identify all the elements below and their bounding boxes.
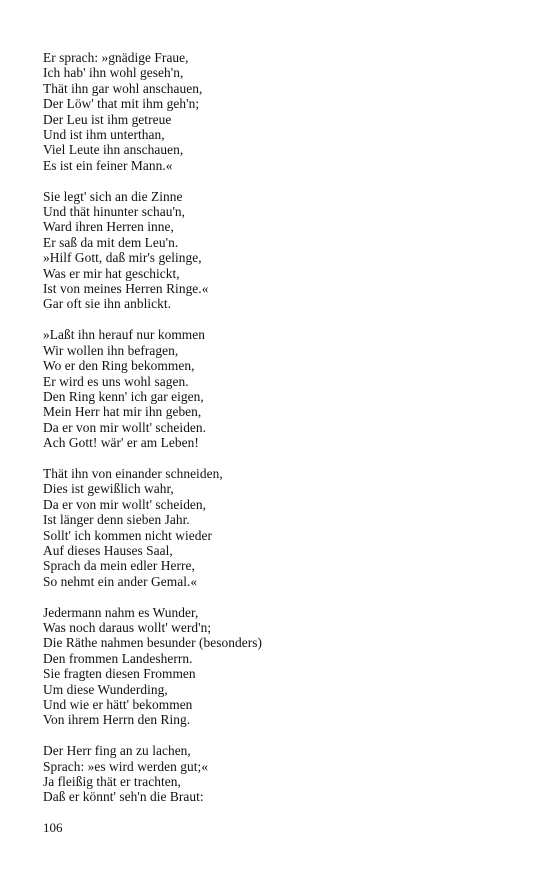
verse-line: Sprach: »es wird werden gut;« [43,758,209,774]
verse-line: Ja fleißig thät er trachten, [43,774,181,790]
verse-line: Sie fragten diesen Frommen [43,666,196,682]
verse-line: Thät ihn von einander schneiden, [43,465,223,481]
verse-line: Gar oft sie ihn anblickt. [43,296,172,312]
verse-line: Sie legt' sich an die Zinne [43,188,183,204]
verse-line: Von ihrem Herrn den Ring. [43,712,191,728]
poem-text [43,50,523,820]
verse-line: Viel Leute ihn anschauen, [43,142,184,158]
verse-line: Ist länger denn sieben Jahr. [43,512,190,528]
verse-line: Ward ihren Herren inne, [43,219,174,235]
verse-line: Da er von mir wollt' scheiden. [43,419,207,435]
verse-line: Und thät hinunter schau'n, [43,204,186,220]
verse-line: Sollt' ich kommen nicht wieder [43,527,213,543]
verse-line: Was er mir hat geschickt, [43,265,180,281]
verse-line: Er wird es uns wohl sagen. [43,373,189,389]
stanza [43,189,523,312]
verse-line: Wir wollen ihn befragen, [43,342,179,358]
verse-line: Er sprach: »gnädige Fraue, [43,50,189,65]
verse-line: Den Ring kenn' ich gar eigen, [43,388,204,404]
verse-line: Ist von meines Herren Ringe.« [43,281,209,297]
verse-line: Auf dieses Hauses Saal, [43,542,173,558]
verse-line: Der Löw' that mit ihm geh'n; [43,96,200,112]
verse-line: Ach Gott! wär' er am Leben! [43,435,199,451]
verse-line: Die Räthe nahmen besunder (besonders) [43,635,263,651]
verse-line: Dies ist gewißlich wahr, [43,481,174,497]
verse-line: Er saß da mit dem Leu'n. [43,234,179,250]
verse-line: Der Leu ist ihm getreue [43,111,172,127]
stanza [43,743,523,805]
stanza [43,327,523,450]
verse-line: Und wie er hätt' bekommen [43,697,193,712]
verse-line: Daß er könnt' seh'n die Braut: [43,789,204,805]
verse-line: Thät ihn gar wohl anschauen, [43,80,203,96]
verse-line: Ich hab' ihn wohl geseh'n, [43,65,184,81]
verse-line: So nehmt ein ander Gemal.« [43,573,198,589]
page-number: 106 [43,820,63,835]
verse-line: Wo er den Ring bekommen, [43,358,195,374]
verse-line: Den frommen Landesherrn. [43,650,193,666]
stanza [43,50,523,173]
verse-line: Es ist ein feiner Mann.« [43,157,173,173]
verse-line: Mein Herr hat mir ihn geben, [43,404,202,420]
verse-line: »Laßt ihn herauf nur kommen [43,327,205,343]
verse-line: Der Herr fing an zu lachen, [43,743,191,759]
verse-line: Was noch daraus wollt' werd'n; [43,619,212,635]
verse-line: Sprach da mein edler Herre, [43,558,195,574]
verse-line: Da er von mir wollt' scheiden, [43,496,207,512]
verse-line: Jedermann nahm es Wunder, [43,604,199,620]
stanza [43,466,523,589]
stanza [43,605,523,728]
verse-line: Und ist ihm unterthan, [43,127,165,143]
verse-line: Um diese Wunderding, [43,681,168,697]
verse-line: »Hilf Gott, daß mir's gelinge, [43,250,202,266]
